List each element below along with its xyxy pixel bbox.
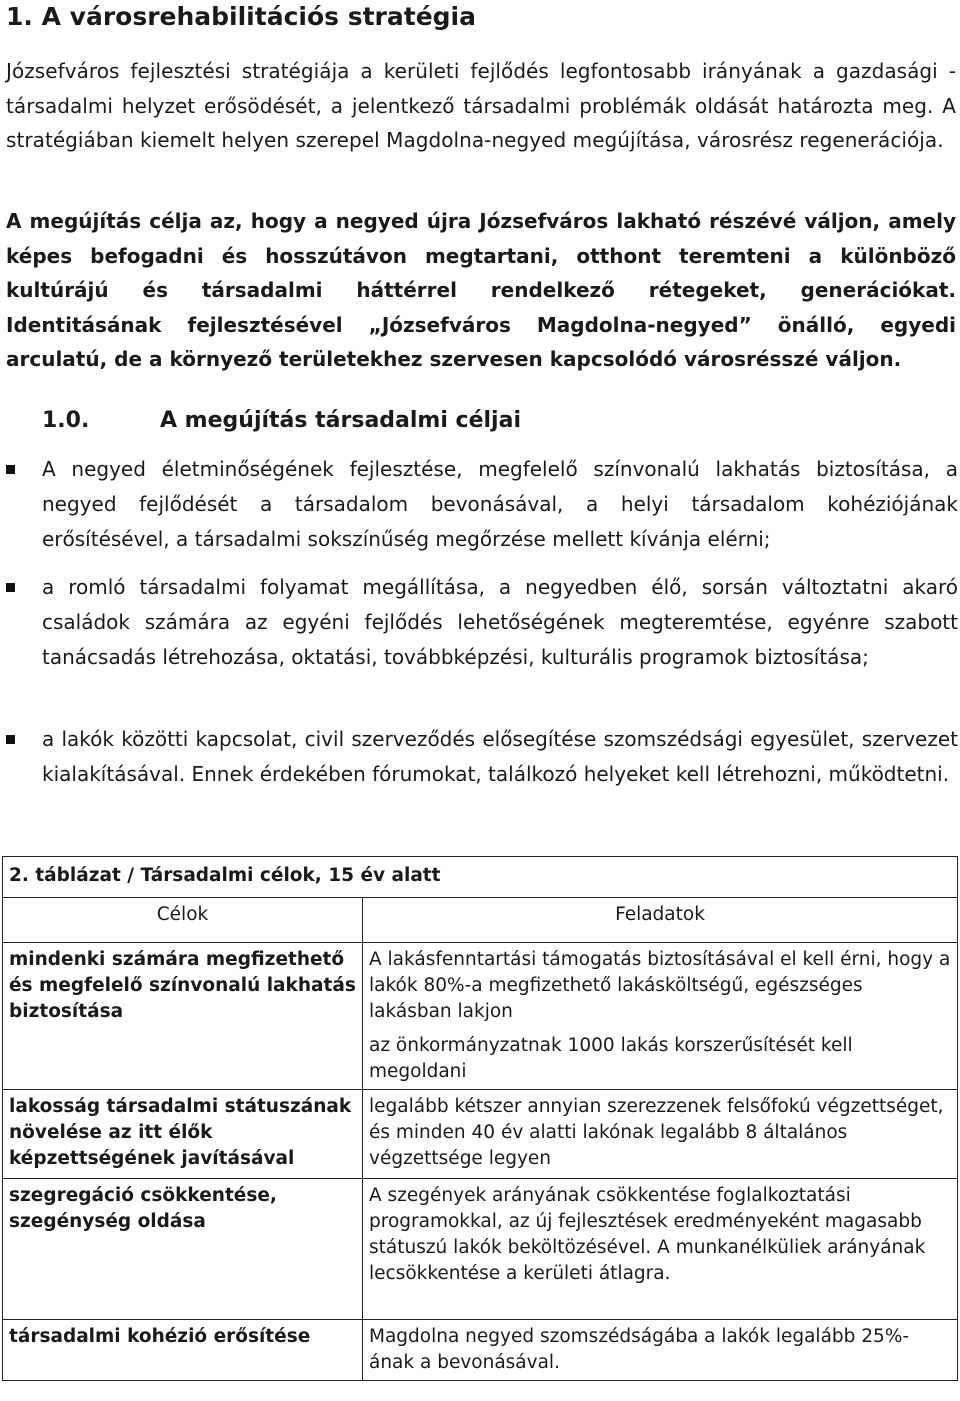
- goal-cell: lakosság társadalmi státuszának növelése az itt élők képzettségének javításával: [3, 1090, 363, 1179]
- table-caption: 2. táblázat / Társadalmi célok, 15 év alatt: [3, 857, 958, 898]
- task-text: Magdolna negyed szomszédságába a lakók legalább 25%-ának a bevonásával.: [369, 1326, 910, 1373]
- square-bullet-icon: [6, 735, 15, 744]
- square-bullet-icon: [6, 583, 15, 592]
- subsection-title: A megújítás társadalmi céljai: [160, 408, 521, 433]
- table-caption-row: [3, 857, 958, 898]
- tasks-cell: [363, 1090, 958, 1179]
- intro-paragraph: Józsefváros fejlesztési stratégiája a kerületi fejlődés legfontosabb irányának a gazdasági - társadalmi helyzet erősödését, a jelentkező társadalmi problémák oldását határozta meg. A stratégiában kiemelt helyen szerepel Magdolna-negyed megújítása, városrész regenerációja.: [6, 59, 956, 152]
- tasks-cell: [363, 1320, 958, 1381]
- goal-cell: társadalmi kohézió erősítése: [3, 1320, 363, 1381]
- tasks-cell: [363, 1179, 958, 1320]
- square-bullet-icon: [6, 465, 15, 474]
- task-text: legalább kétszer annyian szerezzenek felsőfokú végzettséget, és minden 40 év alatti lakónak legalább 8 általános végzettsége legyen: [369, 1096, 944, 1169]
- section-heading: 1. A városrehabilitációs stratégia: [6, 2, 476, 31]
- table-row: [3, 943, 958, 1090]
- task-text: A lakásfenntartási támogatás biztosításával el kell érni, hogy a lakók 80%-a megfizethető lakásköltségű, egészséges lakásban lakjon: [369, 949, 951, 1022]
- table-row: [3, 1320, 958, 1381]
- task-text: A szegények arányának csökkentése foglalkoztatási programokkal, az új fejlesztések eredményeként magasabb státuszú lakók beköltözésével. A munkanélküliek arányának lecsökkentése a kerületi átlagra.: [369, 1185, 926, 1284]
- subsection-number: 1.0.: [42, 408, 90, 433]
- tasks-cell: [363, 943, 958, 1090]
- bullet-text: a lakók közötti kapcsolat, civil szerveződés elősegítése szomszédsági egyesület, szervezet kialakításával. Ennek érdekében fórumokat, találkozó helyeket kell létrehozni, működtetni.: [42, 727, 958, 786]
- table-row: [3, 1090, 958, 1179]
- header-tasks: Feladatok: [363, 898, 958, 943]
- table-header-row: [3, 898, 958, 943]
- bullet-text: a romló társadalmi folyamat megállítása, a negyedben élő, sorsán változtatni akaró családok számára az egyéni fejlődés lehetőségének megteremtése, egyénre szabott tanácsadás létrehozása, oktatási, továbbképzési, kulturális programok biztosítása;: [42, 575, 958, 669]
- subsection-heading: [42, 404, 521, 438]
- social-goals-table: [2, 856, 958, 1381]
- header-goals: Célok: [3, 898, 363, 943]
- goal-cell: szegregáció csökkentése, szegénység oldása: [3, 1179, 363, 1320]
- goal-paragraph: A megújítás célja az, hogy a negyed újra Józsefváros lakható részévé váljon, amely képes befogadni és hosszútávon megtartani, otthont teremteni a különböző kultúrájú és társadalmi háttérrel rendelkező rétegeket, generációkat. Identitásának fejlesztésével „Józsefváros Magdolna-negyed” önálló, egyedi arculatú, de a környező területekhez szervesen kapcsolódó városrésszé váljon.: [6, 209, 956, 371]
- bullet-text: A negyed életminőségének fejlesztése, megfelelő színvonalú lakhatás biztosítása, a negyed fejlődését a társadalom bevonásával, a helyi társadalom kohéziójának erősítésével, a társadalmi sokszínűség megőrzése mellett kívánja elérni;: [42, 457, 958, 551]
- table-row: [3, 1179, 958, 1320]
- task-text: az önkormányzatnak 1000 lakás korszerűsítését kell megoldani: [369, 1035, 853, 1082]
- goal-cell: mindenki számára megfizethető és megfelelő színvonalú lakhatás biztosítása: [3, 943, 363, 1090]
